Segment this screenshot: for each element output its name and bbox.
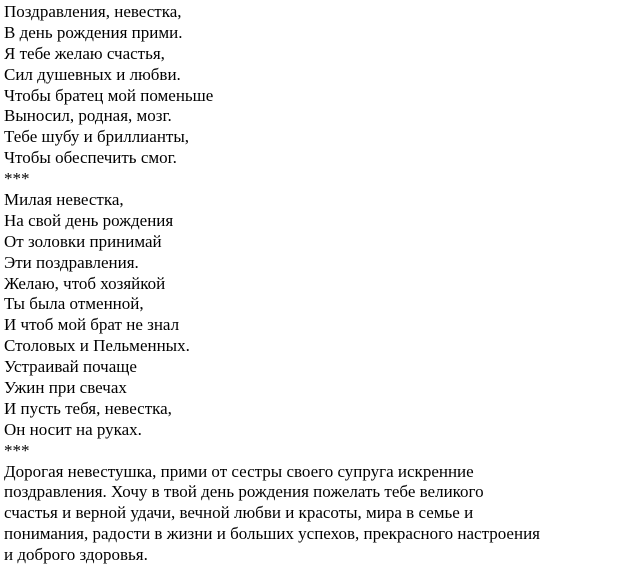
- poem-2: [4, 190, 614, 441]
- paragraph-line: понимания, радости в жизни и больших успехов, прекрасного настроения: [4, 524, 540, 544]
- section-separator: ***: [4, 440, 30, 460]
- greeting-document: [4, 2, 614, 566]
- poem-line: Тебе шубу и бриллианты,: [4, 127, 190, 147]
- paragraph-line: счастья и верной удачи, вечной любви и красоты, мира в семье и: [4, 503, 474, 523]
- poem-line: На свой день рождения: [4, 210, 174, 230]
- poem-line: Поздравления, невестка,: [4, 2, 182, 21]
- poem-1: [4, 2, 614, 169]
- poem-line: Эти поздравления.: [4, 252, 139, 272]
- poem-line: И пусть тебя, невестка,: [4, 398, 172, 418]
- poem-line: Чтобы братец мой поменьше: [4, 85, 214, 105]
- poem-line: Милая невестка,: [4, 190, 124, 210]
- poem-line: Устраивай почаще: [4, 357, 137, 377]
- poem-line: Я тебе желаю счастья,: [4, 43, 165, 63]
- poem-line: Выносил, родная, мозг.: [4, 106, 172, 126]
- poem-line: Сил душевных и любви.: [4, 64, 181, 84]
- paragraph-line: поздравления. Хочу в твой день рождения пожелать тебе великого: [4, 482, 484, 502]
- poem-line: Столовых и Пельменных.: [4, 336, 190, 356]
- poem-line: Ты была отменной,: [4, 294, 144, 314]
- poem-line: От золовки принимай: [4, 231, 162, 251]
- poem-line: Чтобы обеспечить смог.: [4, 148, 177, 168]
- poem-line: В день рождения прими.: [4, 22, 183, 42]
- poem-line: Он носит на руках.: [4, 419, 142, 439]
- poem-line: Желаю, чтоб хозяйкой: [4, 273, 166, 293]
- paragraph-line: и доброго здоровья.: [4, 545, 148, 565]
- poem-line: Ужин при свечах: [4, 378, 127, 398]
- poem-line: И чтоб мой брат не знал: [4, 315, 180, 335]
- section-separator: ***: [4, 169, 30, 189]
- paragraph-line: Дорогая невестушка, прими от сестры своего супруга искренние: [4, 461, 474, 481]
- prose-paragraph: [4, 462, 614, 566]
